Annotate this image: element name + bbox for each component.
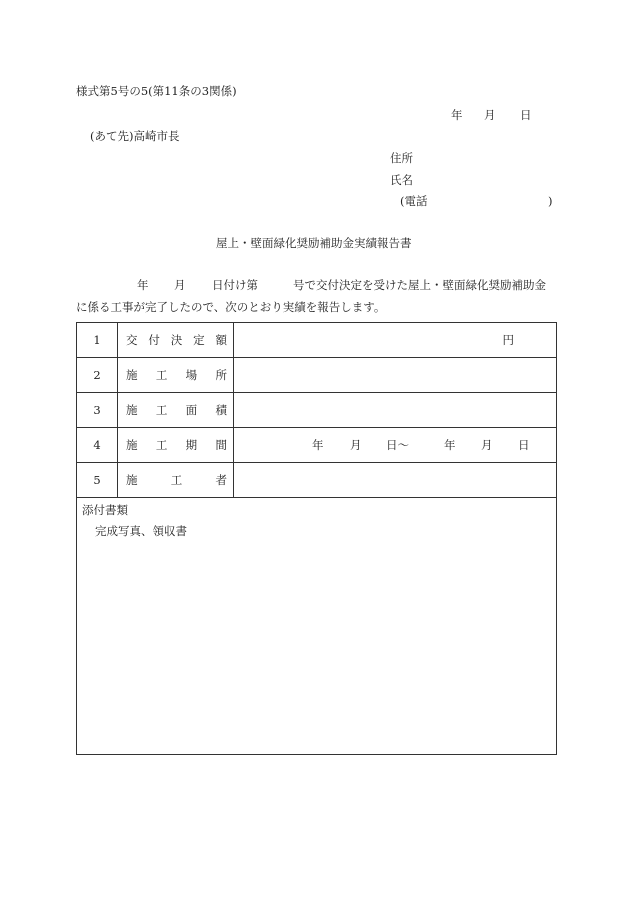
label-char: 施 xyxy=(126,368,138,382)
table-row xyxy=(77,323,557,358)
date-year: 年 xyxy=(451,108,463,122)
body-dated: 日付け第 xyxy=(212,278,258,292)
label-char: 工 xyxy=(170,473,183,487)
date-day: 日 xyxy=(520,108,532,122)
label-char: 工 xyxy=(155,368,168,382)
table-row xyxy=(77,393,557,428)
label-char: 所 xyxy=(215,368,227,382)
label-char: 額 xyxy=(215,333,227,347)
row-number: 3 xyxy=(77,393,118,428)
label-char: 者 xyxy=(215,473,227,487)
grant-amount-field[interactable] xyxy=(234,323,557,358)
label-char: 定 xyxy=(193,333,205,347)
row-number: 2 xyxy=(77,358,118,393)
row-number: 1 xyxy=(77,323,118,358)
label-char: 施 xyxy=(126,438,138,452)
date-month: 月 xyxy=(484,108,496,122)
attachments-box[interactable] xyxy=(76,496,557,755)
label-char: 工 xyxy=(155,438,168,452)
label-char: 面 xyxy=(185,403,198,417)
contractor-field[interactable] xyxy=(234,463,557,498)
addressee: (あて先)高崎市長 xyxy=(90,129,180,143)
label-char: 施 xyxy=(126,473,138,487)
period-month-start: 月 xyxy=(350,438,362,452)
row-number: 5 xyxy=(77,463,118,498)
name-label: 氏名 xyxy=(390,173,413,187)
construction-period-field[interactable] xyxy=(234,428,557,463)
phone-open: (電話 xyxy=(400,194,428,208)
label-char: 決 xyxy=(170,333,183,347)
label-char: 工 xyxy=(155,403,168,417)
row-label xyxy=(118,463,234,498)
label-char: 場 xyxy=(185,368,198,382)
label-char: 期 xyxy=(185,438,198,452)
label-char: 交 xyxy=(126,333,138,347)
period-month-end: 月 xyxy=(481,438,493,452)
row-label xyxy=(118,428,234,463)
period-year-end: 年 xyxy=(444,438,456,452)
table-row xyxy=(77,463,557,498)
body-month: 月 xyxy=(174,278,186,292)
attachments-items: 完成写真、領収書 xyxy=(95,524,187,538)
construction-location-field[interactable] xyxy=(234,358,557,393)
period-day-end: 日 xyxy=(518,438,530,452)
page-title: 屋上・壁面緑化奨励補助金実績報告書 xyxy=(216,236,412,250)
label-char: 間 xyxy=(215,438,227,452)
construction-area-field[interactable] xyxy=(234,393,557,428)
period-day-start: 日〜 xyxy=(386,438,409,452)
row-label xyxy=(118,323,234,358)
row-number: 4 xyxy=(77,428,118,463)
yen-unit: 円 xyxy=(502,333,514,347)
label-char: 施 xyxy=(126,403,138,417)
label-char: 積 xyxy=(215,403,227,417)
report-table xyxy=(76,322,557,498)
form-id: 様式第5号の5(第11条の3関係) xyxy=(76,84,237,98)
attachments-heading: 添付書類 xyxy=(82,503,128,517)
row-label xyxy=(118,358,234,393)
phone-close: ) xyxy=(548,194,553,208)
body-year: 年 xyxy=(137,278,149,292)
address-label: 住所 xyxy=(390,151,413,165)
body-line2: に係る工事が完了したので、次のとおり実績を報告します。 xyxy=(76,300,386,314)
body-number-rest: 号で交付決定を受けた屋上・壁面緑化奨励補助金 xyxy=(293,278,546,292)
row-label xyxy=(118,393,234,428)
table-row xyxy=(77,358,557,393)
table-row xyxy=(77,428,557,463)
label-char: 付 xyxy=(148,333,160,347)
period-year-start: 年 xyxy=(312,438,324,452)
